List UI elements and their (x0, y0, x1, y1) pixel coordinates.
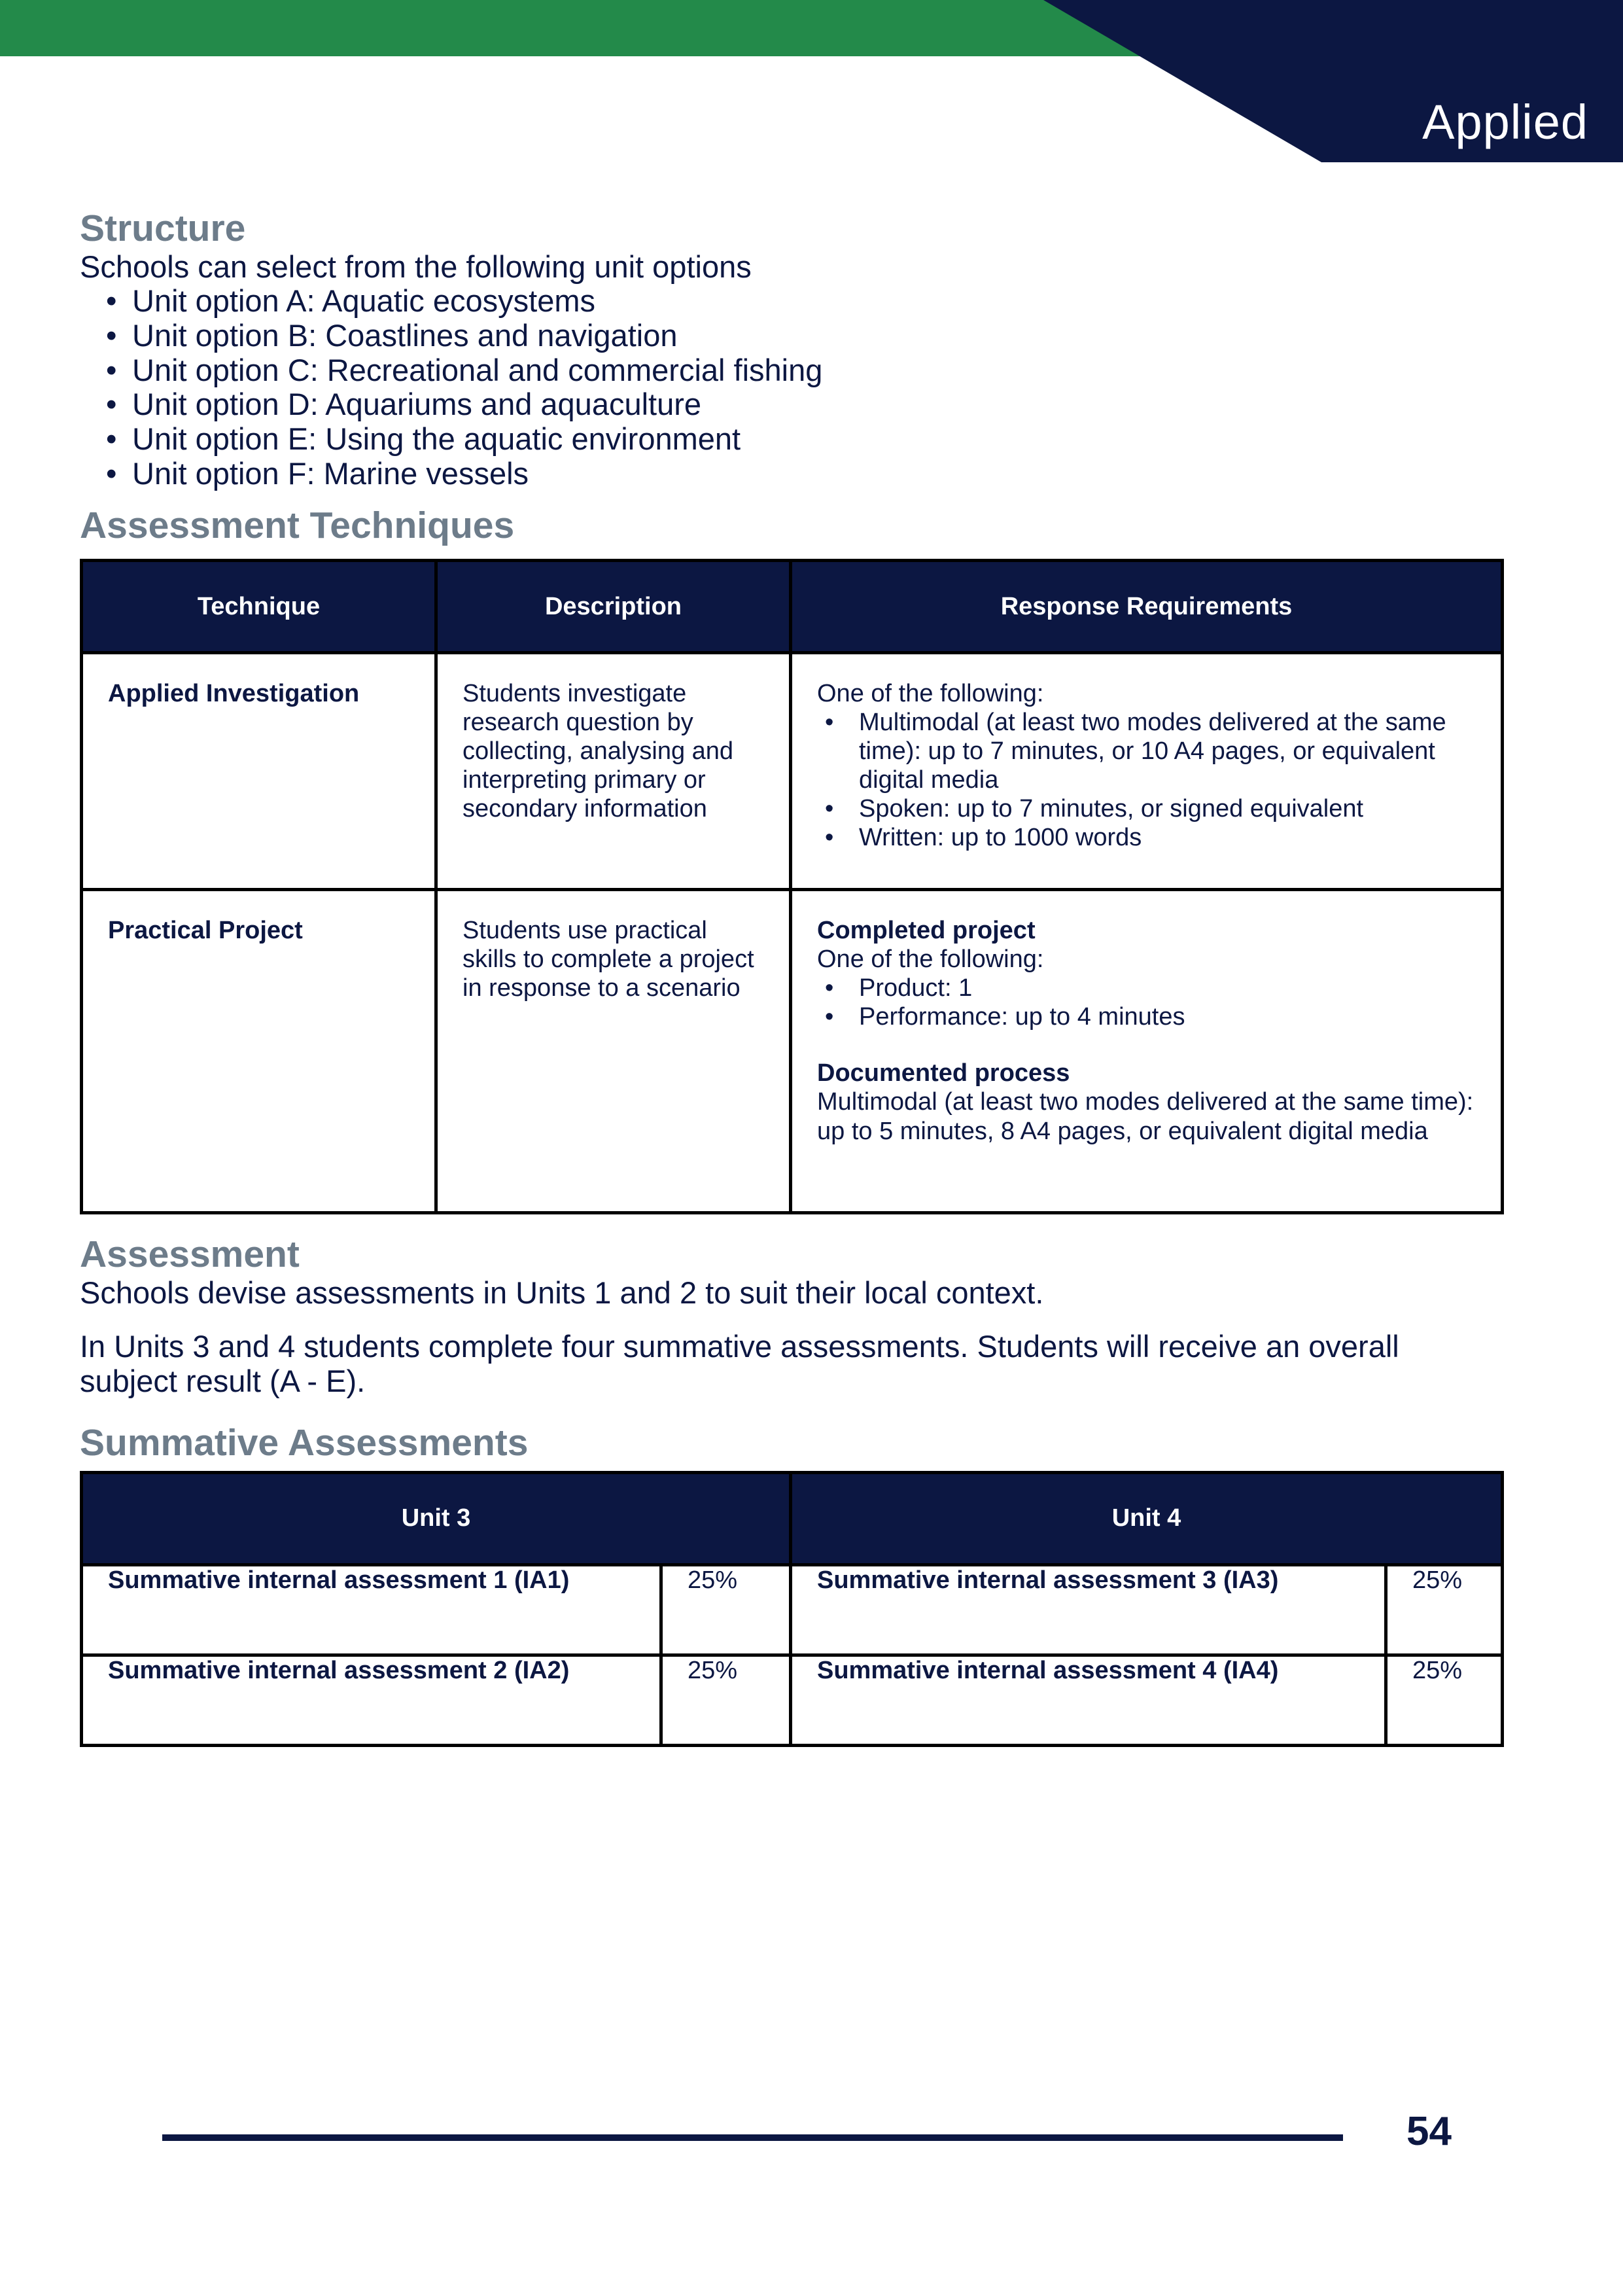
techniques-heading: Assessment Techniques (80, 504, 515, 547)
requirements-list (817, 708, 1476, 852)
assessment-name: Summative internal assessment 4 (IA4) (791, 1655, 1386, 1745)
table-header-row (82, 1472, 1503, 1564)
unit-option-item: • Unit option F: Marine vessels (106, 457, 1499, 491)
list-item: • Multimodal (at least two modes delivered at the same time): up to 7 minutes, or 10 A4 pages, or equivalent digital media (817, 708, 1476, 794)
column-header-technique: Technique (82, 561, 436, 653)
assessment-heading: Assessment (80, 1233, 300, 1276)
unit-option-item: • Unit option A: Aquatic ecosystems (106, 284, 1499, 319)
table-row (82, 653, 1503, 890)
requirements-intro: One of the following: (817, 680, 1044, 708)
column-header-unit-4: Unit 4 (791, 1472, 1503, 1564)
assessment-weight: 25% (661, 1564, 791, 1655)
list-item: • Product: 1 (817, 974, 1476, 1002)
list-item: • Spoken: up to 7 minutes, or signed equivalent (817, 794, 1476, 823)
unit-option-item: • Unit option C: Recreational and commercial fishing (106, 353, 1499, 388)
column-header-unit-3: Unit 3 (82, 1472, 791, 1564)
assessment-weight: 25% (1386, 1564, 1503, 1655)
assessment-paragraph: Schools devise assessments in Units 1 and 2 to suit their local context. (80, 1275, 1044, 1310)
requirements-list (817, 974, 1476, 1031)
structure-intro: Schools can select from the following unit options (80, 249, 752, 284)
list-item: • Written: up to 1000 words (817, 823, 1476, 852)
footer-rule (162, 2134, 1343, 2141)
documented-process-text: Multimodal (at least two modes delivered at the same time): up to 5 minutes, 8 A4 pages, or equivalent digital media (817, 1088, 1474, 1145)
technique-name: Practical Project (82, 890, 436, 1213)
assessment-name: Summative internal assessment 1 (IA1) (82, 1564, 661, 1655)
table-row (82, 1564, 1503, 1655)
unit-option-item: • Unit option E: Using the aquatic environment (106, 422, 1499, 457)
header-navy-shape (0, 0, 1623, 162)
assessment-weight: 25% (1386, 1655, 1503, 1745)
table-header-row (82, 561, 1503, 653)
response-requirements (791, 890, 1503, 1213)
completed-project-heading: Completed project (817, 917, 1036, 945)
column-header-description: Description (436, 561, 791, 653)
list-item: • Performance: up to 4 minutes (817, 1002, 1476, 1031)
response-requirements (791, 653, 1503, 890)
technique-name: Applied Investigation (82, 653, 436, 890)
column-header-response: Response Requirements (791, 561, 1503, 653)
table-row (82, 1655, 1503, 1745)
summative-heading: Summative Assessments (80, 1421, 529, 1464)
unit-option-item: • Unit option D: Aquariums and aquaculture (106, 387, 1499, 422)
documented-process-heading: Documented process (817, 1059, 1070, 1087)
unit-options-list (80, 284, 1499, 491)
requirements-intro: One of the following: (817, 945, 1044, 974)
summative-table (80, 1471, 1504, 1747)
technique-description: Students investigate research question by collecting, analysing and interpreting primary or secondary information (436, 653, 791, 890)
table-row (82, 890, 1503, 1213)
technique-description: Students use practical skills to complete a project in response to a scenario (436, 890, 791, 1213)
assessment-weight: 25% (661, 1655, 791, 1745)
structure-heading: Structure (80, 207, 246, 249)
assessment-name: Summative internal assessment 3 (IA3) (791, 1564, 1386, 1655)
assessment-paragraph: In Units 3 and 4 students complete four summative assessments. Students will receive an overall subject result (A - E). (80, 1329, 1399, 1399)
unit-option-item: • Unit option B: Coastlines and navigation (106, 319, 1499, 353)
page-number: 54 (1406, 2109, 1452, 2154)
assessment-name: Summative internal assessment 2 (IA2) (82, 1655, 661, 1745)
techniques-table (80, 559, 1504, 1214)
page-content (80, 208, 1499, 1747)
category-label: Applied (1422, 95, 1588, 149)
